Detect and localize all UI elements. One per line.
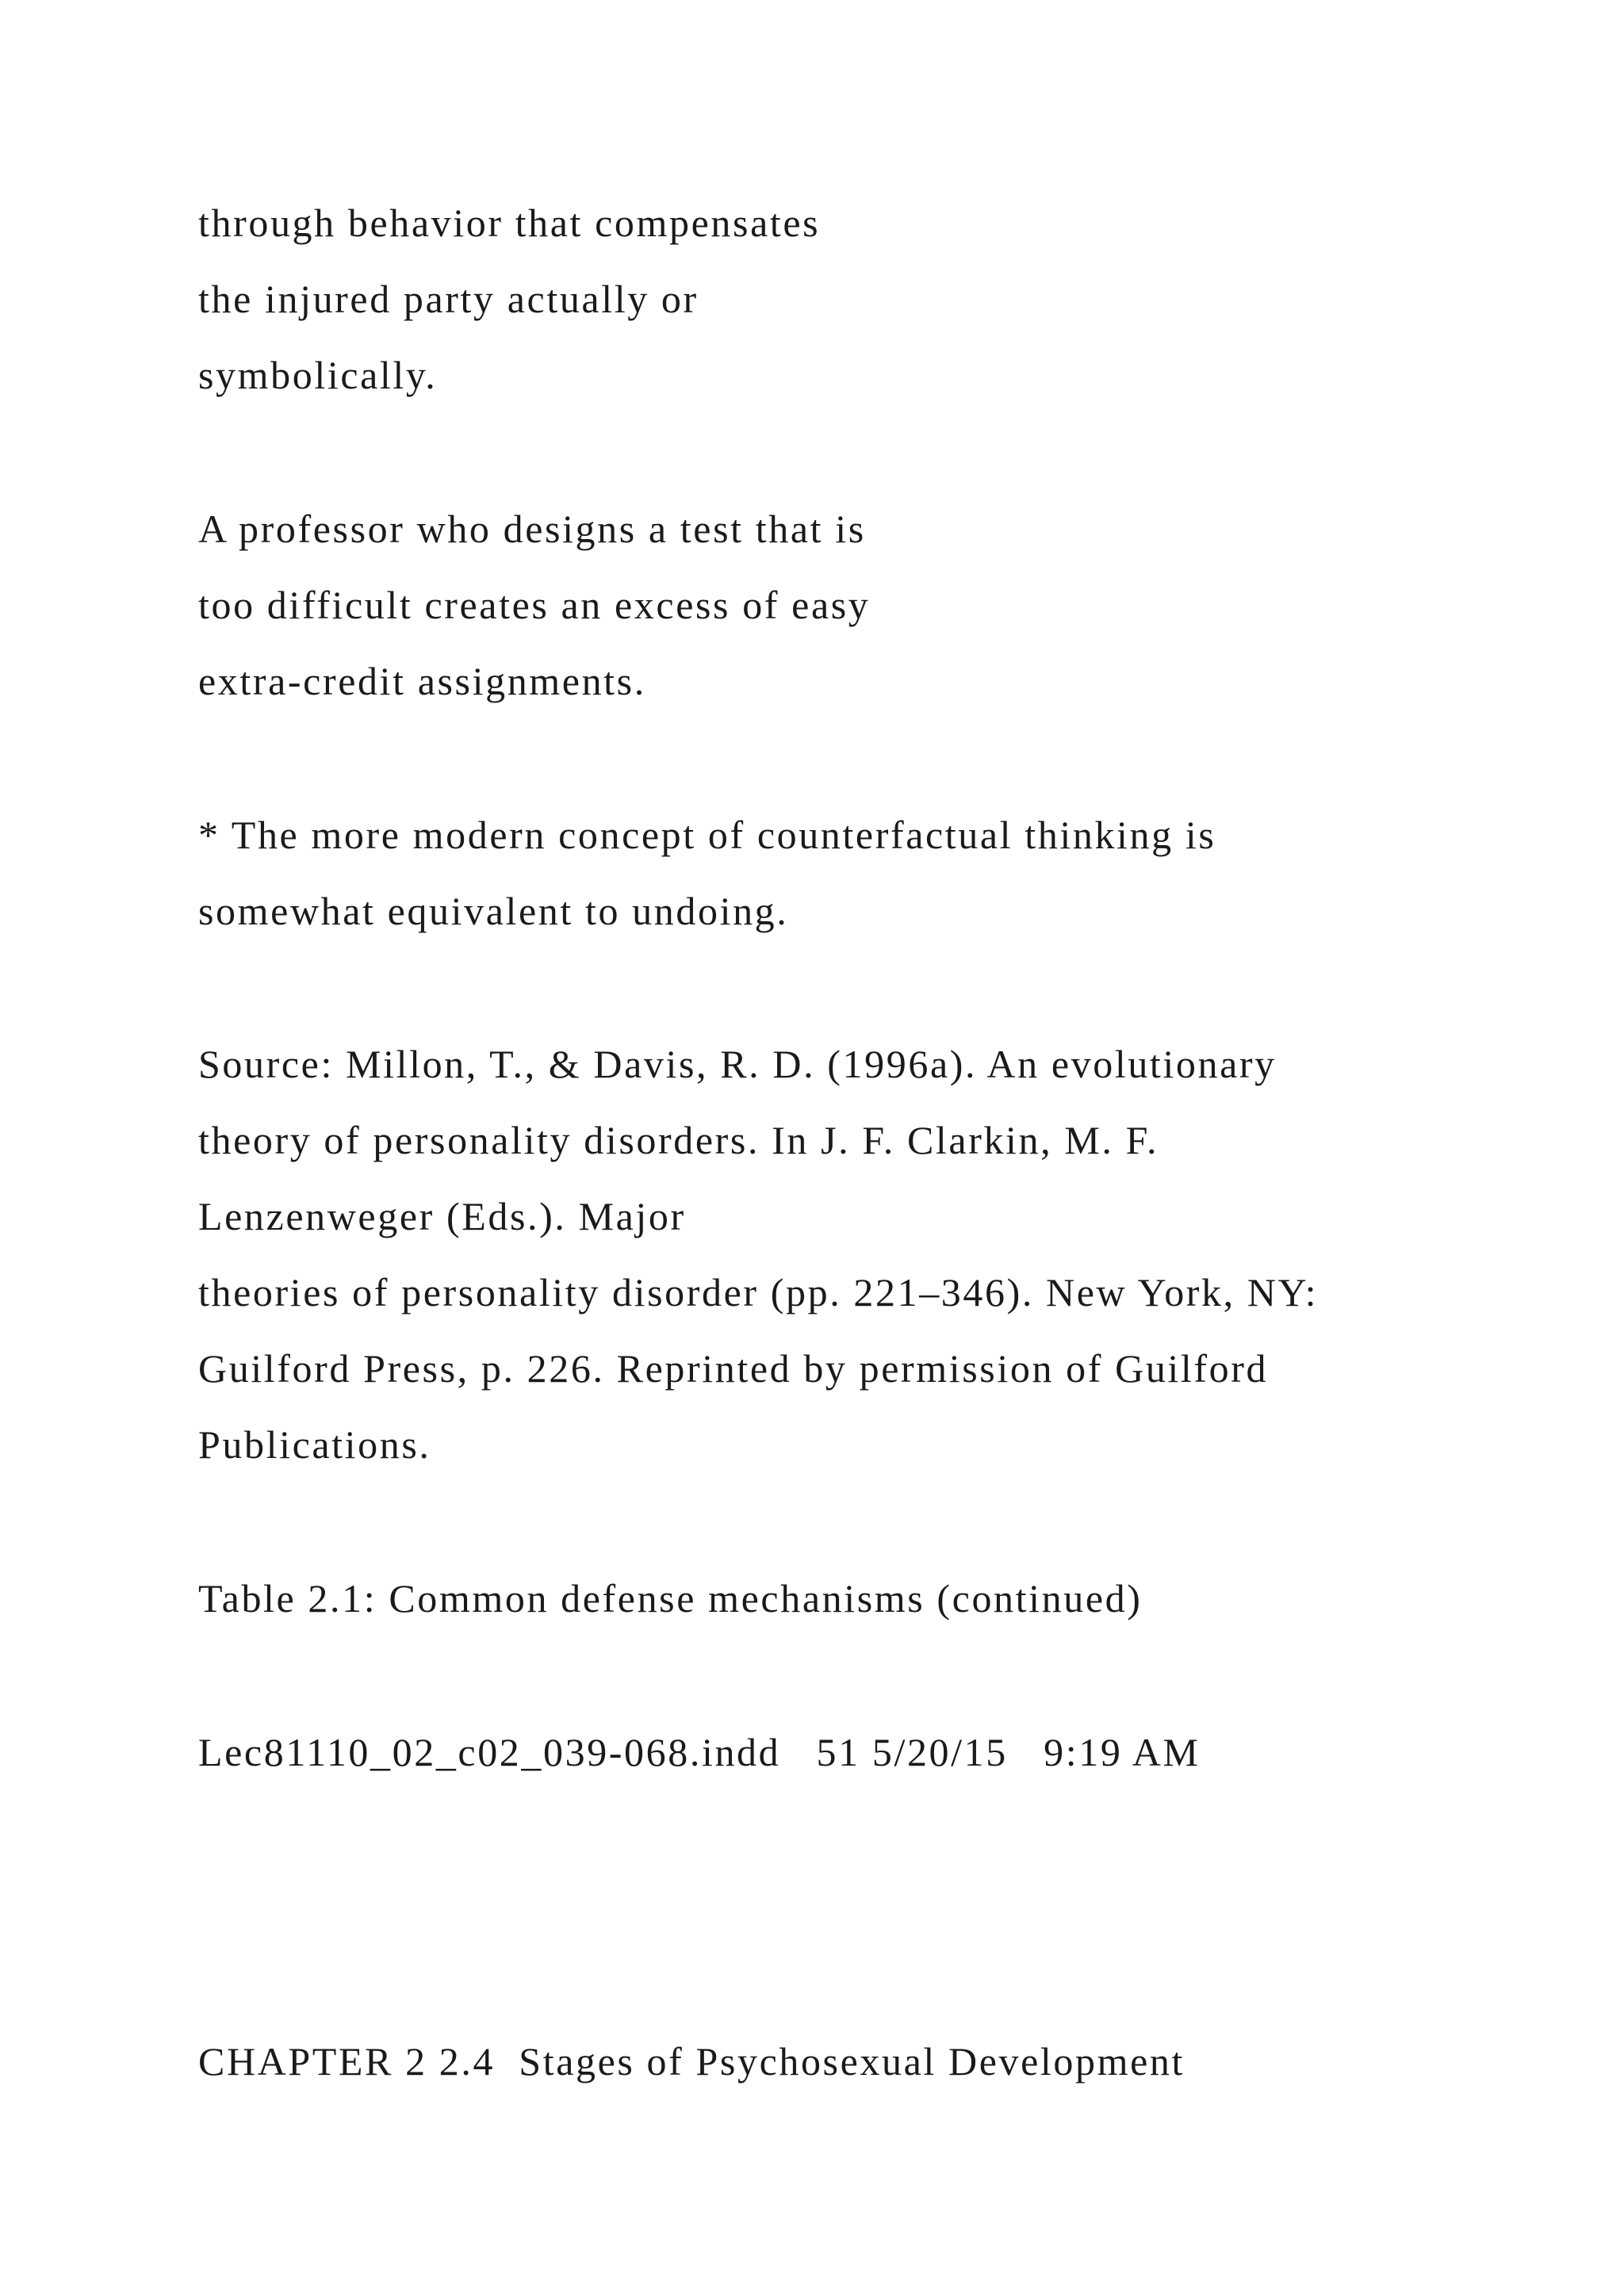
footnote-line: somewhat equivalent to undoing. [198,889,789,933]
text-line: too difficult creates an excess of easy [198,583,871,627]
citation-line: Publications. [198,1422,431,1467]
text-line: the injured party actually or [198,277,699,321]
file-info: Lec81110_02_c02_039-068.indd 51 5/20/15 9:19 AM [198,1730,1201,1774]
text-line: extra-credit assignments. [198,659,646,703]
text-line: through behavior that compensates [198,201,821,245]
citation-line: Lenzenweger (Eds.). Major [198,1194,686,1238]
chapter-heading: CHAPTER 2 2.4 Stages of Psychosexual Development [198,2039,1185,2084]
citation-line: Source: Millon, T., & Davis, R. D. (1996a). An evolutionary [198,1042,1277,1086]
citation-line: Guilford Press, p. 226. Reprinted by permission of Guilford [198,1346,1269,1391]
table-caption: Table 2.1: Common defense mechanisms (continued) [198,1576,1143,1621]
footnote-line: * The more modern concept of counterfactual thinking is [198,813,1216,857]
text-line: A professor who designs a test that is [198,507,866,551]
text-line: symbolically. [198,353,438,397]
citation-line: theories of personality disorder (pp. 221–346). New York, NY: [198,1270,1319,1314]
citation-line: theory of personality disorders. In J. F. Clarkin, M. F. [198,1118,1159,1162]
